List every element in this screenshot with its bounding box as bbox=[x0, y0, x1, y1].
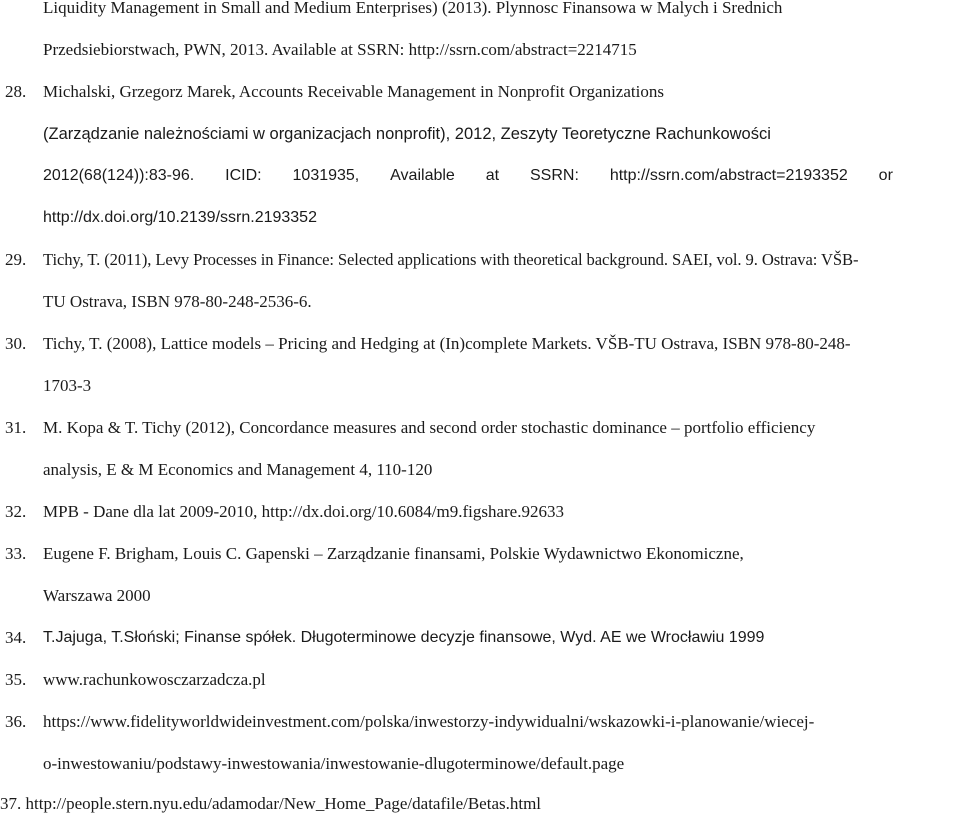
reference-29-text-1: Tichy, T. (2011), Levy Processes in Finance: Selected applications with theoretical background. SAEI, vol. 9. Ostrava: VŠB- bbox=[43, 250, 859, 269]
reference-33-text-2: Warszawa 2000 bbox=[43, 586, 151, 605]
reference-28-word: Available bbox=[390, 167, 455, 184]
reference-34-text-1: T.Jajuga, T.Słoński; Finanse spółek. Długoterminowe decyzje finansowe, Wyd. AE we Wrocławiu 1999 bbox=[43, 629, 765, 646]
reference-28-word: 1031935, bbox=[292, 167, 360, 184]
reference-27-text-1: Liquidity Management in Small and Medium Enterprises) (2013). Plynnosc Finansowa w Malych i Srednich bbox=[43, 0, 783, 17]
reference-36-number: 36. bbox=[5, 712, 27, 731]
reference-31-text-1: M. Kopa & T. Tichy (2012), Concordance measures and second order stochastic dominance – portfolio efficiency bbox=[43, 418, 816, 437]
reference-31-text-2: analysis, E & M Economics and Management 4, 110-120 bbox=[43, 460, 433, 479]
reference-28-word: or bbox=[878, 167, 893, 184]
reference-37-line-1 bbox=[0, 794, 541, 814]
reference-31-line-2 bbox=[43, 460, 432, 480]
reference-28-word: SSRN: bbox=[530, 167, 579, 184]
reference-37-link[interactable]: 37. http://people.stern.nyu.edu/adamodar/New_Home_Page/datafile/Betas.html bbox=[0, 794, 542, 813]
reference-27-line-1 bbox=[43, 0, 927, 18]
reference-29-number: 29. bbox=[5, 250, 27, 269]
reference-32-line-1 bbox=[43, 502, 564, 522]
reference-28-text-1: Michalski, Grzegorz Marek, Accounts Receivable Management in Nonprofit Organizations bbox=[43, 82, 664, 101]
reference-30-text-2: 1703-3 bbox=[43, 376, 92, 395]
reference-28-line-3 bbox=[43, 166, 893, 186]
reference-28-doi-link[interactable]: http://dx.doi.org/10.2139/ssrn.2193352 bbox=[43, 209, 317, 226]
reference-34-line-1 bbox=[43, 628, 764, 648]
reference-28-line-4 bbox=[43, 208, 317, 228]
reference-31-line-1 bbox=[43, 418, 815, 438]
reference-30-text-1: Tichy, T. (2008), Lattice models – Pricing and Hedging at (In)complete Markets. VŠB-TU Ostrava, ISBN 978-80-248- bbox=[43, 334, 851, 353]
reference-28-word: at bbox=[485, 167, 500, 184]
reference-33-number: 33. bbox=[5, 544, 27, 563]
reference-36-link-1[interactable]: https://www.fidelityworldwideinvestment.com/polska/inwestorzy-indywidualni/wskazowki-i-planowanie/wiecej- bbox=[43, 712, 815, 731]
reference-36-line-2 bbox=[43, 754, 624, 774]
reference-32-text-1: MPB - Dane dla lat 2009-2010, http://dx.doi.org/10.6084/m9.figshare.92633 bbox=[43, 502, 564, 521]
reference-28-word: 2012(68(124)):83-96. bbox=[43, 167, 195, 184]
reference-28-text-2: (Zarządzanie należnościami w organizacjach nonprofit), 2012, Zeszyty Teoretyczne Rachunkowości bbox=[43, 125, 771, 143]
reference-28-line-1 bbox=[43, 82, 664, 102]
reference-31-number: 31. bbox=[5, 418, 27, 437]
reference-35-line-1 bbox=[43, 670, 266, 690]
reference-29-line-2 bbox=[43, 292, 312, 312]
reference-34-number: 34. bbox=[5, 628, 27, 647]
reference-28-link[interactable]: http://ssrn.com/abstract=2193352 bbox=[609, 167, 848, 184]
reference-30-line-2 bbox=[43, 376, 91, 396]
reference-29-line-1 bbox=[43, 250, 858, 270]
reference-33-text-1: Eugene F. Brigham, Louis C. Gapenski – Zarządzanie finansami, Polskie Wydawnictwo Ekonomiczne, bbox=[43, 544, 744, 563]
reference-33-line-1 bbox=[43, 544, 744, 564]
reference-30-line-1 bbox=[43, 334, 851, 354]
reference-30-number: 30. bbox=[5, 334, 27, 353]
reference-28-word: ICID: bbox=[225, 167, 262, 184]
reference-27-line-2 bbox=[43, 40, 637, 60]
reference-35-link[interactable]: www.rachunkowosczarzadcza.pl bbox=[43, 670, 266, 689]
reference-33-line-2 bbox=[43, 586, 151, 606]
reference-28-number: 28. bbox=[5, 82, 27, 101]
reference-36-link-2[interactable]: o-inwestowaniu/podstawy-inwestowania/inwestowanie-dlugoterminowe/default.page bbox=[43, 754, 625, 773]
reference-36-line-1 bbox=[43, 712, 814, 732]
reference-28-line-2 bbox=[43, 124, 771, 144]
reference-32-number: 32. bbox=[5, 502, 27, 521]
reference-29-text-2: TU Ostrava, ISBN 978-80-248-2536-6. bbox=[43, 292, 312, 311]
reference-27-text-2: Przedsiebiorstwach, PWN, 2013. Available at SSRN: http://ssrn.com/abstract=2214715 bbox=[43, 40, 637, 59]
reference-35-number: 35. bbox=[5, 670, 27, 689]
